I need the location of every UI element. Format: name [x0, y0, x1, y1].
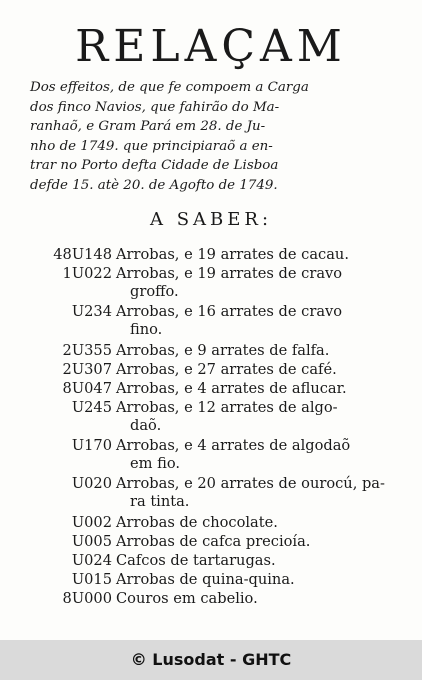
item-quantity: U170 [71, 437, 112, 454]
item-quantity: U245 [71, 399, 112, 416]
description-line: Arrobas, e 4 arrates de algodaõ [116, 437, 351, 454]
item-description [116, 475, 396, 511]
item-quantity: 2U355 [62, 342, 112, 359]
item-description [116, 590, 396, 608]
description-line: Arrobas de chocolate. [116, 514, 278, 531]
item-quantity: 48U148 [53, 246, 112, 263]
section-heading: A SABER: [149, 209, 273, 230]
item-description [116, 380, 396, 398]
item-description [116, 246, 396, 264]
item-quantity: U024 [71, 552, 112, 569]
description-line: Arrobas, e 12 arrates de algo- [116, 399, 338, 416]
item-quantity: U020 [71, 475, 112, 492]
description-line: daõ. [130, 417, 162, 434]
description-line: Arrobas de cafca precioía. [116, 533, 311, 550]
description-line: fino. [130, 321, 163, 338]
copyright-footer: © Lusodat - GHTC [0, 640, 422, 680]
description-line: Arrobas, e 9 arrates de falfa. [116, 342, 330, 359]
item-description [116, 571, 396, 589]
description-line: em fio. [130, 455, 181, 472]
description-line: Arrobas, e 19 arrates de cravo [116, 265, 343, 282]
description-line: Arrobas, e 4 arrates de aflucar. [116, 380, 347, 397]
description-line: Cafcos de tartarugas. [116, 552, 276, 569]
item-quantity: U002 [71, 514, 112, 531]
description-line: Arrobas, e 27 arrates de café. [116, 361, 337, 378]
item-description [116, 437, 396, 473]
description-line: Arrobas, e 19 arrates de cacau. [116, 246, 349, 263]
item-quantity: U005 [71, 533, 112, 550]
item-quantity: U234 [71, 303, 112, 320]
item-description [116, 361, 396, 379]
subtitle-line: ranhaõ, e Gram Pará em 28. de Ju- [30, 119, 266, 134]
subtitle-line: trar no Porto defta Cidade de Lisboa [30, 158, 279, 173]
description-line: groffo. [130, 283, 179, 300]
item-description [116, 265, 396, 301]
item-quantity: 8U047 [62, 380, 112, 397]
item-quantity: 8U000 [62, 590, 112, 607]
document-subtitle [30, 78, 395, 195]
item-quantity: 2U307 [62, 361, 112, 378]
subtitle-line: nho de 1749. que principiaraõ a en- [30, 138, 273, 154]
item-description [116, 514, 396, 532]
document-title: RELAÇAM [75, 21, 347, 72]
description-line: Arrobas, e 16 arrates de cravo [116, 303, 343, 320]
item-description [116, 533, 396, 551]
item-description [116, 303, 396, 339]
description-line: Arrobas, e 20 arrates de ourocú, pa- [116, 475, 385, 492]
description-line: ra tinta. [130, 493, 190, 510]
subtitle-line: Dos effeitos, de que fe compoem a Carga [30, 80, 309, 95]
item-description [116, 552, 396, 570]
subtitle-line: dos finco Navios, que fahirão do Ma- [30, 99, 280, 115]
item-quantity: 1U022 [62, 265, 112, 282]
description-line: Arrobas de quina-quina. [116, 571, 295, 588]
subtitle-line: defde 15. atè 20. de Agofto de 1749. [30, 177, 278, 193]
item-description [116, 342, 396, 360]
item-quantity: U015 [71, 571, 112, 588]
description-line: Couros em cabelio. [116, 590, 258, 607]
item-description [116, 399, 396, 435]
